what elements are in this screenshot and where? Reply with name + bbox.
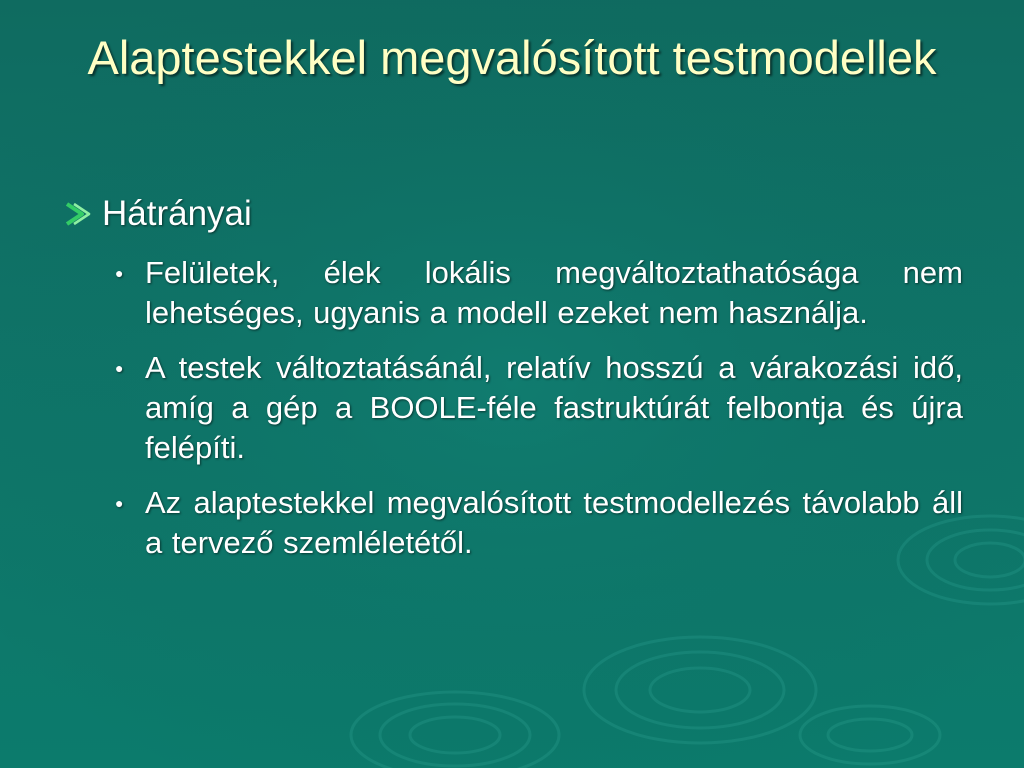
bullet-dot-icon: ● [115, 495, 124, 511]
list-item [115, 483, 963, 563]
list-item [115, 253, 963, 333]
arrow-right-icon [62, 200, 92, 228]
bullet-dot-icon: ● [115, 265, 124, 281]
section-heading [62, 192, 252, 236]
list-item-text: Felületek, élek lokális megváltoztathatósága nem lehetséges, ugyanis a modell ezeket nem használja. [145, 255, 963, 330]
slide-title: Alaptestekkel megvalósított testmodellek [87, 31, 937, 84]
list-item-text: A testek változtatásánál, relatív hosszú a várakozási idő, amíg a gép a BOOLE-féle fastruktúrát felbontja és újra felépíti. [145, 350, 963, 465]
list-item [115, 348, 963, 468]
bullet-list [115, 253, 963, 578]
section-heading-text: Hátrányai [102, 194, 252, 233]
bullet-dot-icon: ● [115, 360, 124, 376]
list-item-text: Az alaptestekkel megvalósított testmodellezés távolabb áll a tervező szemléletétől. [145, 485, 963, 560]
